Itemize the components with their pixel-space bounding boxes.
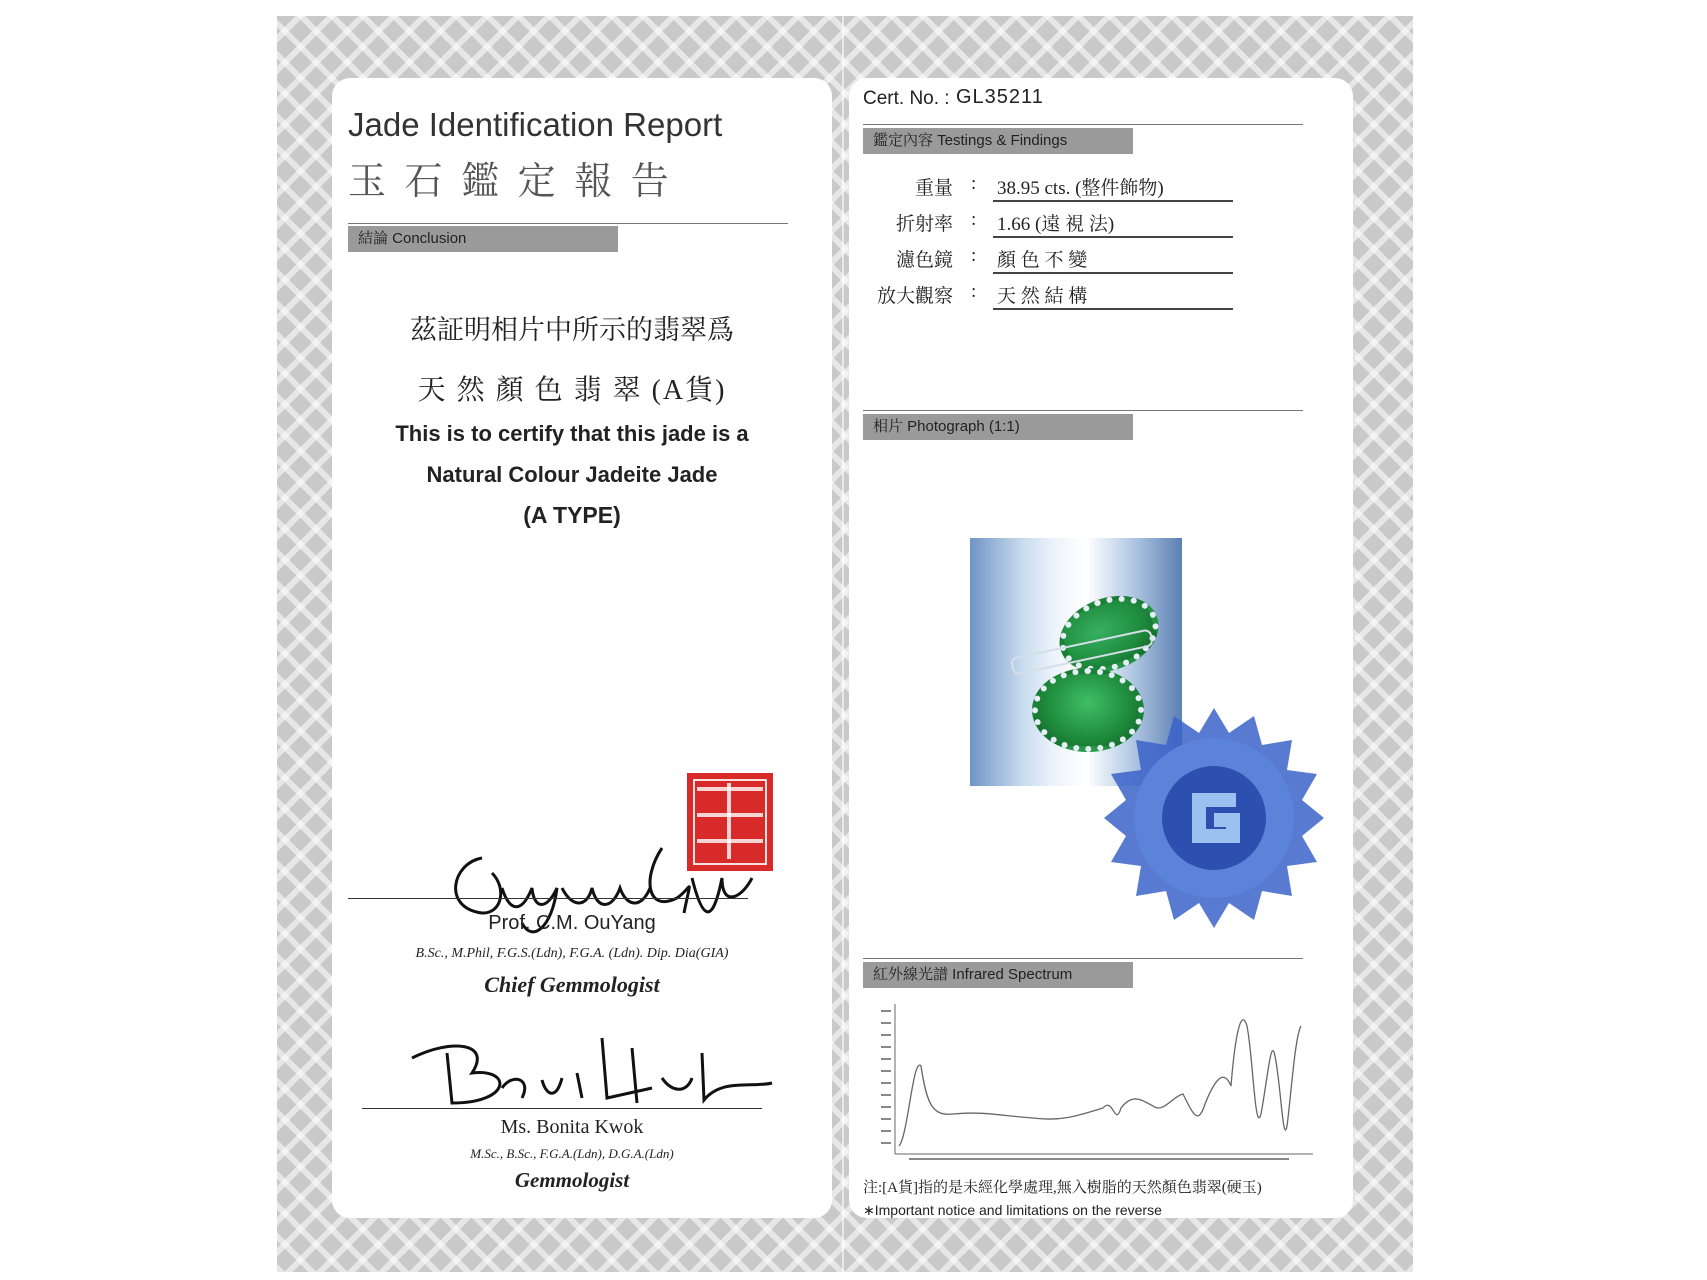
signatory2-credentials: M.Sc., B.Sc., F.G.A.(Ldn), D.G.A.(Ldn) — [470, 1146, 674, 1161]
cert-number: GL35211 — [956, 86, 1044, 108]
signature-line-1 — [348, 898, 748, 899]
finding-label: 放大觀察 — [876, 286, 953, 307]
conclusion-zh-1: 茲証明相片中所示的翡翠爲 — [410, 315, 734, 345]
conclusion-en-1: This is to certify that this jade is a — [395, 421, 749, 446]
signatory2-title: Gemmologist — [514, 1168, 630, 1192]
finding-value: 顏 色 不 變 — [993, 245, 1233, 274]
fold-line — [842, 16, 844, 1272]
divider — [863, 410, 1303, 411]
hologram-seal — [1104, 708, 1324, 928]
divider — [348, 223, 788, 224]
signatory1-credentials: B.Sc., M.Phil, F.G.S.(Ldn), F.G.A. (Ldn). Dip. Dia(GIA) — [415, 946, 729, 961]
finding-value: 天 然 結 構 — [993, 281, 1233, 310]
conclusion-en-2: Natural Colour Jadeite Jade — [426, 462, 718, 487]
conclusion-en-3: (A TYPE) — [523, 502, 621, 528]
findings-header: 鑑定內容 Testings & Findings — [863, 128, 1133, 154]
signature-kwok — [392, 1018, 812, 1128]
report-title-zh: 玉 石 鑑 定 報 告 — [348, 161, 673, 203]
signatory2-name: Ms. Bonita Kwok — [500, 1116, 644, 1138]
finding-value: 1.66 (遠 視 法) — [993, 209, 1233, 238]
infrared-spectrum-chart — [863, 996, 1323, 1166]
finding-value: 38.95 cts. (整件飾物) — [993, 173, 1233, 202]
note-zh: 注:[A貨]指的是未經化學處理,無入樹脂的天然顏色翡翠(硬玉) — [863, 1180, 1262, 1196]
photo-header: 相片 Photograph (1:1) — [863, 414, 1133, 440]
left-panel — [332, 78, 832, 1218]
conclusion-zh-2: 天 然 顏 色 翡 翠 (A貨) — [417, 375, 727, 406]
finding-label: 折射率 — [895, 214, 953, 235]
report-title: Jade Identification Report — [348, 106, 723, 143]
signature-line-2 — [362, 1108, 762, 1109]
right-panel: Cert. No. : GL35211 鑑定內容 Testings & Findings 重量 : 38.95 cts. (整件飾物) 折射率 : 1.66 (遠 視 法) 濾色鏡 : 顏 色 不 變 放大觀察 : 天 然 結 構 相片 Photograph (1:1) 紅外線光譜 Infrared Spectrum 注:[A貨]指的是未經化學處理,無入樹脂的天然顏色翡翠(硬玉) ∗Important notice and limitations on the reverse — [849, 78, 1353, 1218]
certificate-card — [277, 16, 1413, 1272]
divider — [863, 124, 1303, 125]
signatory1-name: Prof. C.M. OuYang — [488, 912, 656, 934]
signatory1-title: Chief Gemmologist — [484, 972, 660, 997]
note-en: ∗Important notice and limitations on the reverse — [863, 1202, 1162, 1218]
divider — [863, 958, 1303, 959]
conclusion-header: 結論 Conclusion — [348, 226, 618, 252]
cert-no-label: Cert. No. : — [863, 88, 950, 109]
finding-label: 濾色鏡 — [895, 250, 953, 271]
spectrum-header: 紅外線光譜 Infrared Spectrum — [863, 962, 1133, 988]
finding-label: 重量 — [914, 178, 953, 199]
hologram-text — [1104, 708, 1105, 709]
